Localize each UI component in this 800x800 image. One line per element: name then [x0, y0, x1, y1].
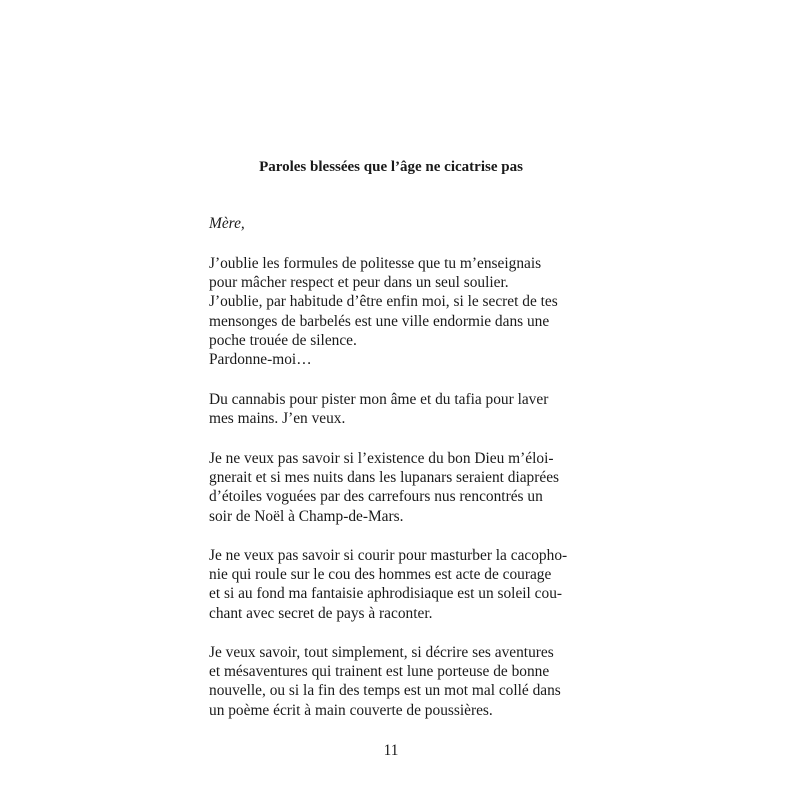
text-line: Je ne veux pas savoir si l’existence du bon Dieu m’éloi- — [209, 450, 554, 467]
text-line: et si au fond ma fantaisie aphrodisiaque est un soleil cou- — [209, 585, 563, 603]
text-line: et mésaventures qui trainent est lune porteuse de bonne — [209, 663, 550, 681]
page-number: 11 — [383, 742, 399, 759]
text-line: Je veux savoir, tout simplement, si décrire ses aventures — [209, 644, 554, 661]
paragraph-1 — [209, 254, 609, 369]
paragraph-5 — [209, 643, 609, 720]
text-line: mensonges de barbelés est une ville endormie dans une — [209, 312, 550, 330]
text-line: mes mains. J’en veux. — [209, 410, 346, 428]
text-line: Pardonne-moi… — [209, 351, 312, 369]
text-line: Je ne veux pas savoir si courir pour masturber la cacopho- — [209, 547, 568, 564]
text-line: un poème écrit à main couverte de poussières. — [209, 701, 493, 719]
text-line: d’étoiles voguées par des carrefours nus rencontrés un — [209, 488, 543, 506]
text-line: pour mâcher respect et peur dans un seul soulier. — [209, 274, 509, 292]
paragraph-4 — [209, 546, 609, 623]
poem-title: Paroles blessées que l’âge ne cicatrise pas — [259, 159, 523, 175]
salutation: Mère, — [209, 215, 245, 232]
text-line: J’oublie, par habitude d’être enfin moi, si le secret de tes — [209, 293, 558, 311]
text-line: J’oublie les formules de politesse que tu m’enseignais — [209, 255, 542, 272]
text-line: nouvelle, ou si la fin des temps est un mot mal collé dans — [209, 682, 561, 700]
text-line: poche trouée de silence. — [209, 331, 357, 349]
text-line: chant avec secret de pays à raconter. — [209, 604, 433, 622]
text-line: soir de Noël à Champ-de-Mars. — [209, 507, 404, 525]
text-line: nie qui roule sur le cou des hommes est acte de courage — [209, 566, 552, 584]
text-line: gnerait et si mes nuits dans les lupanars seraient diaprées — [209, 469, 560, 487]
paragraph-3 — [209, 449, 609, 526]
text-line: Du cannabis pour pister mon âme et du tafia pour laver — [209, 391, 549, 408]
paragraph-2 — [209, 390, 609, 428]
